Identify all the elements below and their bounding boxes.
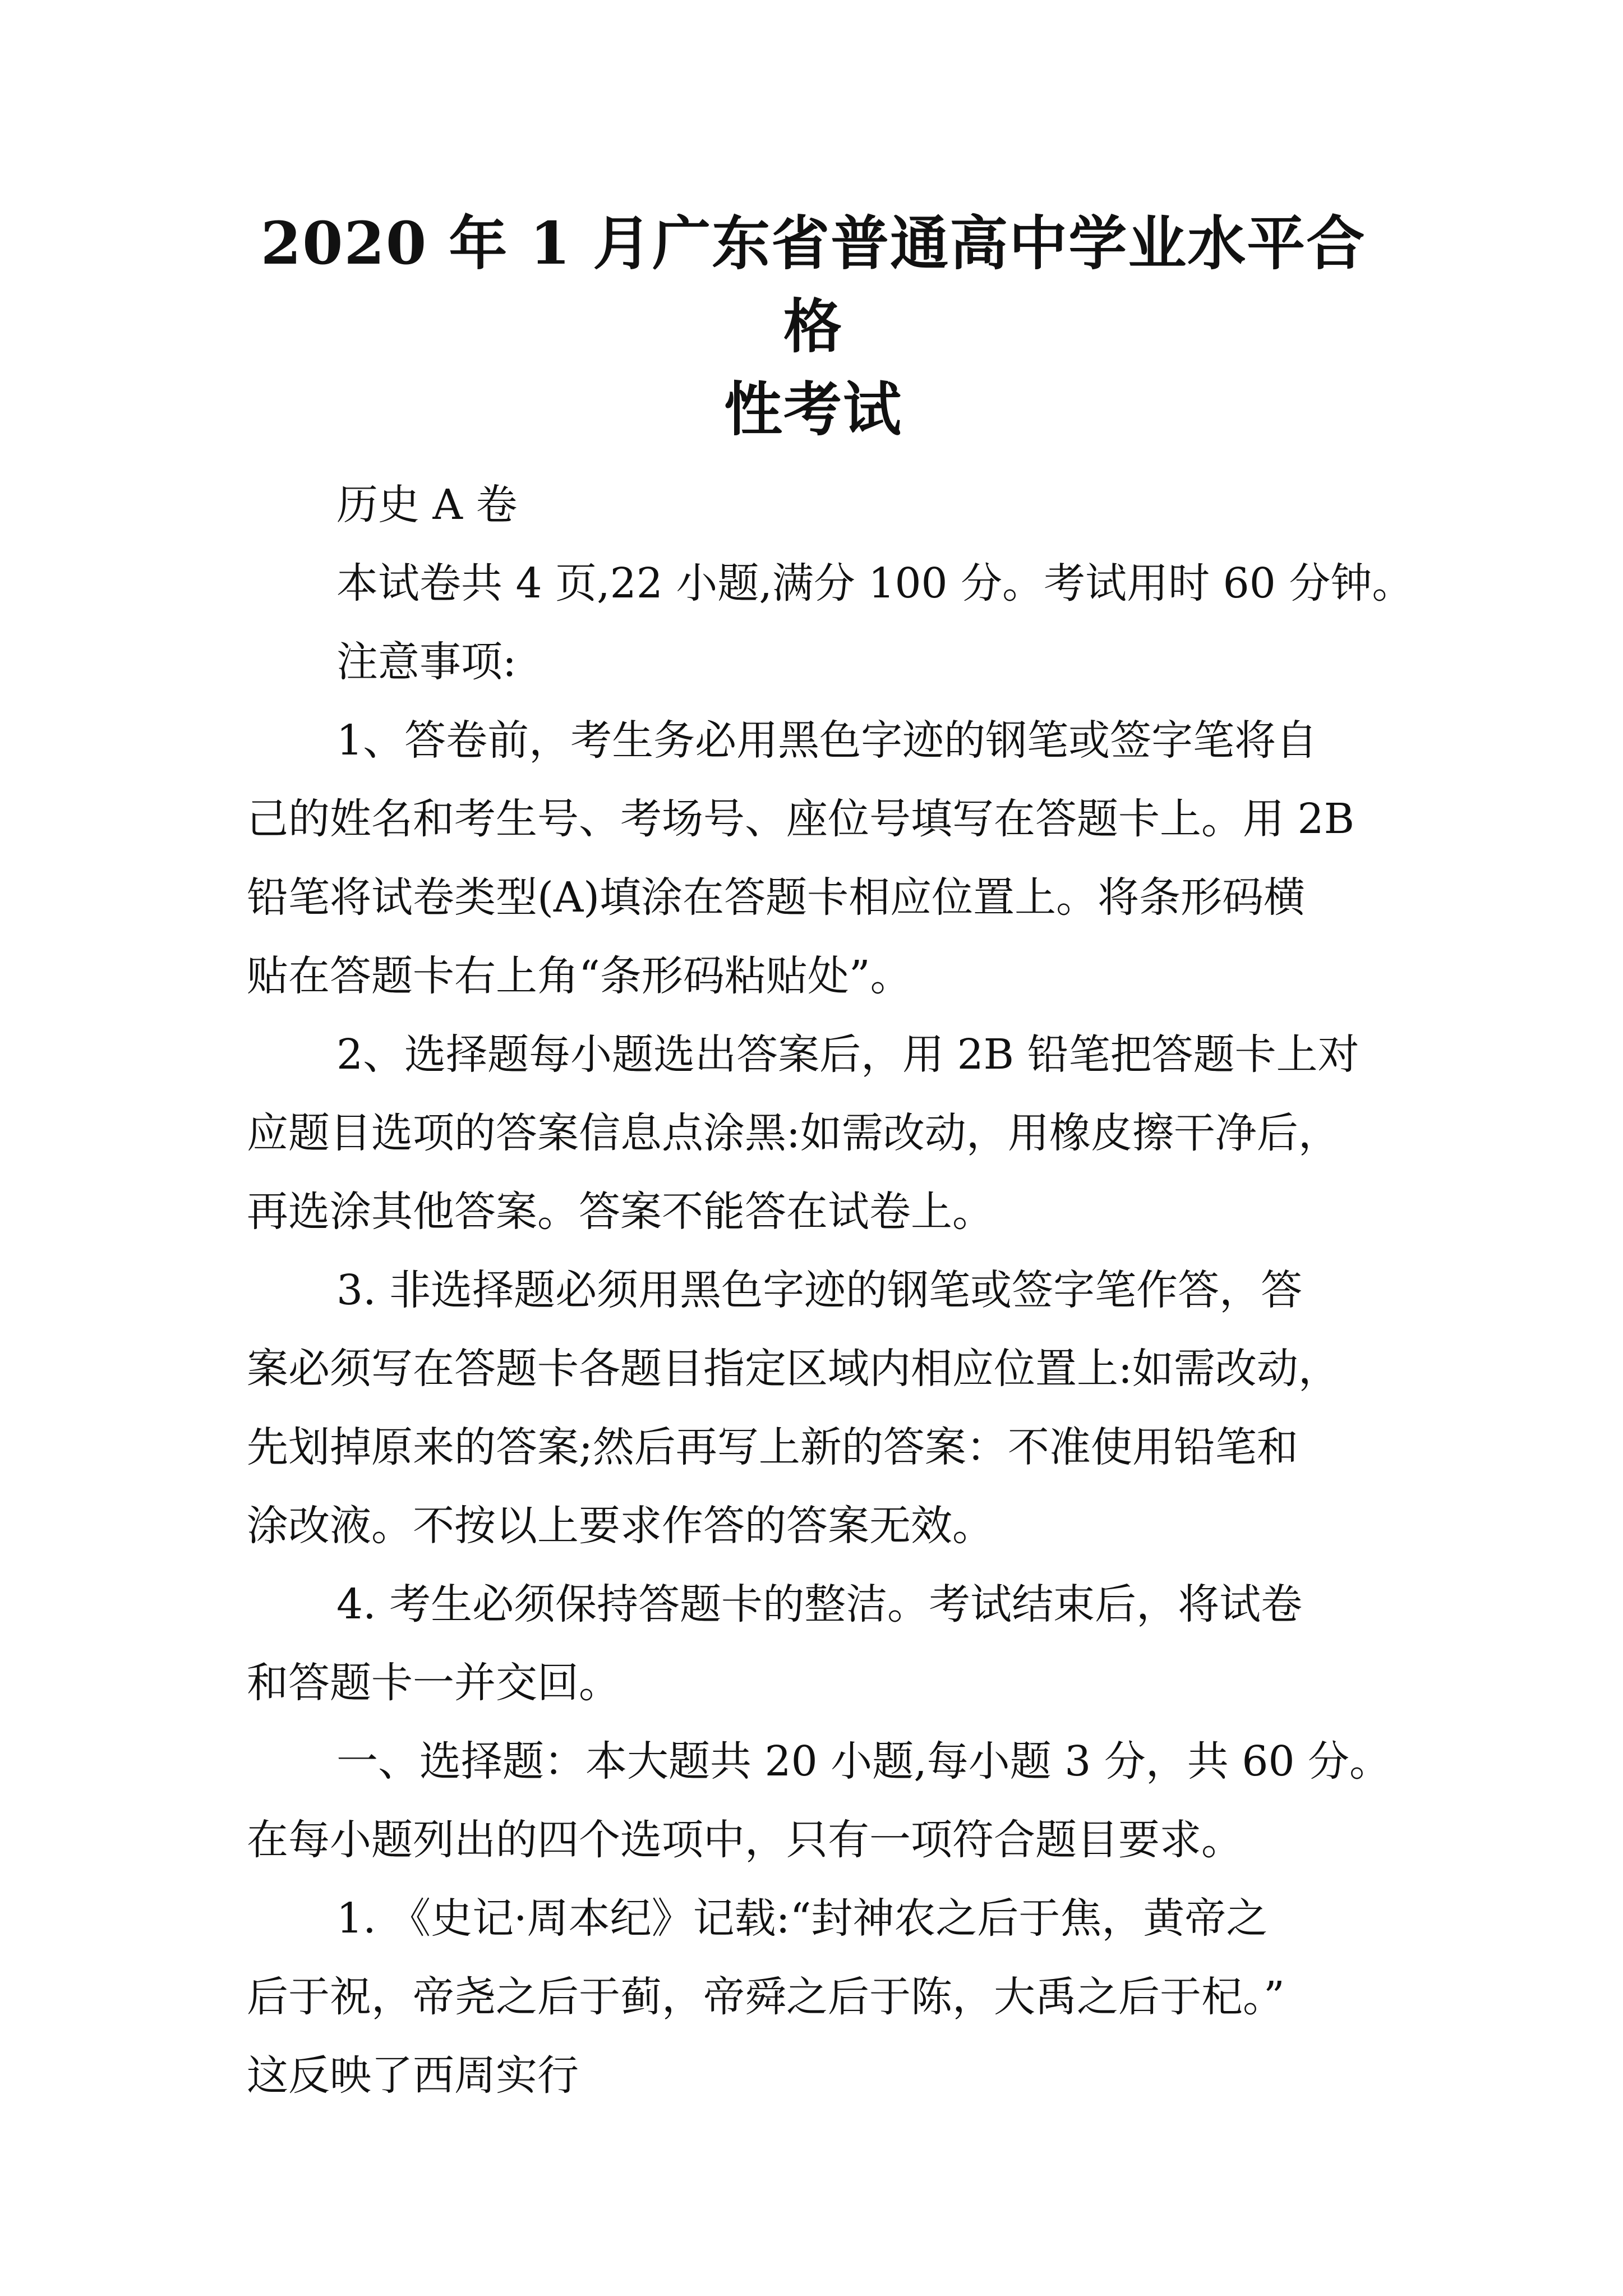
title-line-2: 性考试: [723, 375, 902, 444]
text-line: 案必须写在答题卡各题目指定区域内相应位置上:如需改动，: [247, 1345, 1340, 1393]
text-line: 4. 考生必须保持答题卡的整洁。考试结束后，将试卷: [336, 1580, 1303, 1628]
text-line: 先划掉原来的答案;然后再写上新的答案：不准使用铅笔和: [247, 1423, 1298, 1471]
text-line: 本试卷共 4 页,22 小题,满分 100 分。考试用时 60 分钟。: [336, 559, 1414, 608]
text-line: 一、选择题：本大题共 20 小题,每小题 3 分，共 60 分。: [336, 1737, 1391, 1786]
text-line: 铅笔将试卷类型(A)填涂在答题卡相应位置上。将条形码横: [247, 873, 1306, 922]
text-line: 和答题卡一并交回。: [247, 1659, 620, 1707]
text-line: 己的姓名和考生号、考场号、座位号填写在答题卡上。用 2B: [247, 795, 1354, 843]
document-title: [241, 202, 1385, 451]
text-line: 注意事项:: [336, 638, 517, 686]
document-body: [247, 466, 1414, 2115]
text-line: 后于祝，帝尧之后于蓟，帝舜之后于陈，大禹之后于杞。”: [247, 1973, 1285, 2021]
text-line: 1、答卷前，考生务必用黑色字迹的钢笔或签字笔将自: [336, 716, 1318, 765]
text-line: 1. 《史记·周本纪》记载:“封神农之后于焦，黄帝之: [336, 1894, 1268, 1943]
text-line: 在每小题列出的四个选项中，只有一项符合题目要求。: [247, 1816, 1243, 1864]
text-line: 3. 非选择题必须用黑色字迹的钢笔或签字笔作答，答: [336, 1266, 1303, 1314]
text-line: 这反映了西周实行: [247, 2051, 579, 2100]
text-line: 历史 A 卷: [336, 481, 518, 529]
text-line: 涂改液。不按以上要求作答的答案无效。: [247, 1502, 994, 1550]
title-line-1: 2020 年 1 月广东省普通高中学业水平合格: [260, 209, 1366, 361]
text-line: 贴在答题卡右上角“条形码粘贴处”。: [247, 952, 912, 1000]
text-line: 2、选择题每小题选出答案后，用 2B 铅笔把答题卡上对: [336, 1030, 1359, 1079]
text-line: 再选涂其他答案。答案不能答在试卷上。: [247, 1188, 994, 1236]
text-line: 应题目选项的答案信息点涂黑:如需改动，用橡皮擦干净后，: [247, 1109, 1340, 1157]
